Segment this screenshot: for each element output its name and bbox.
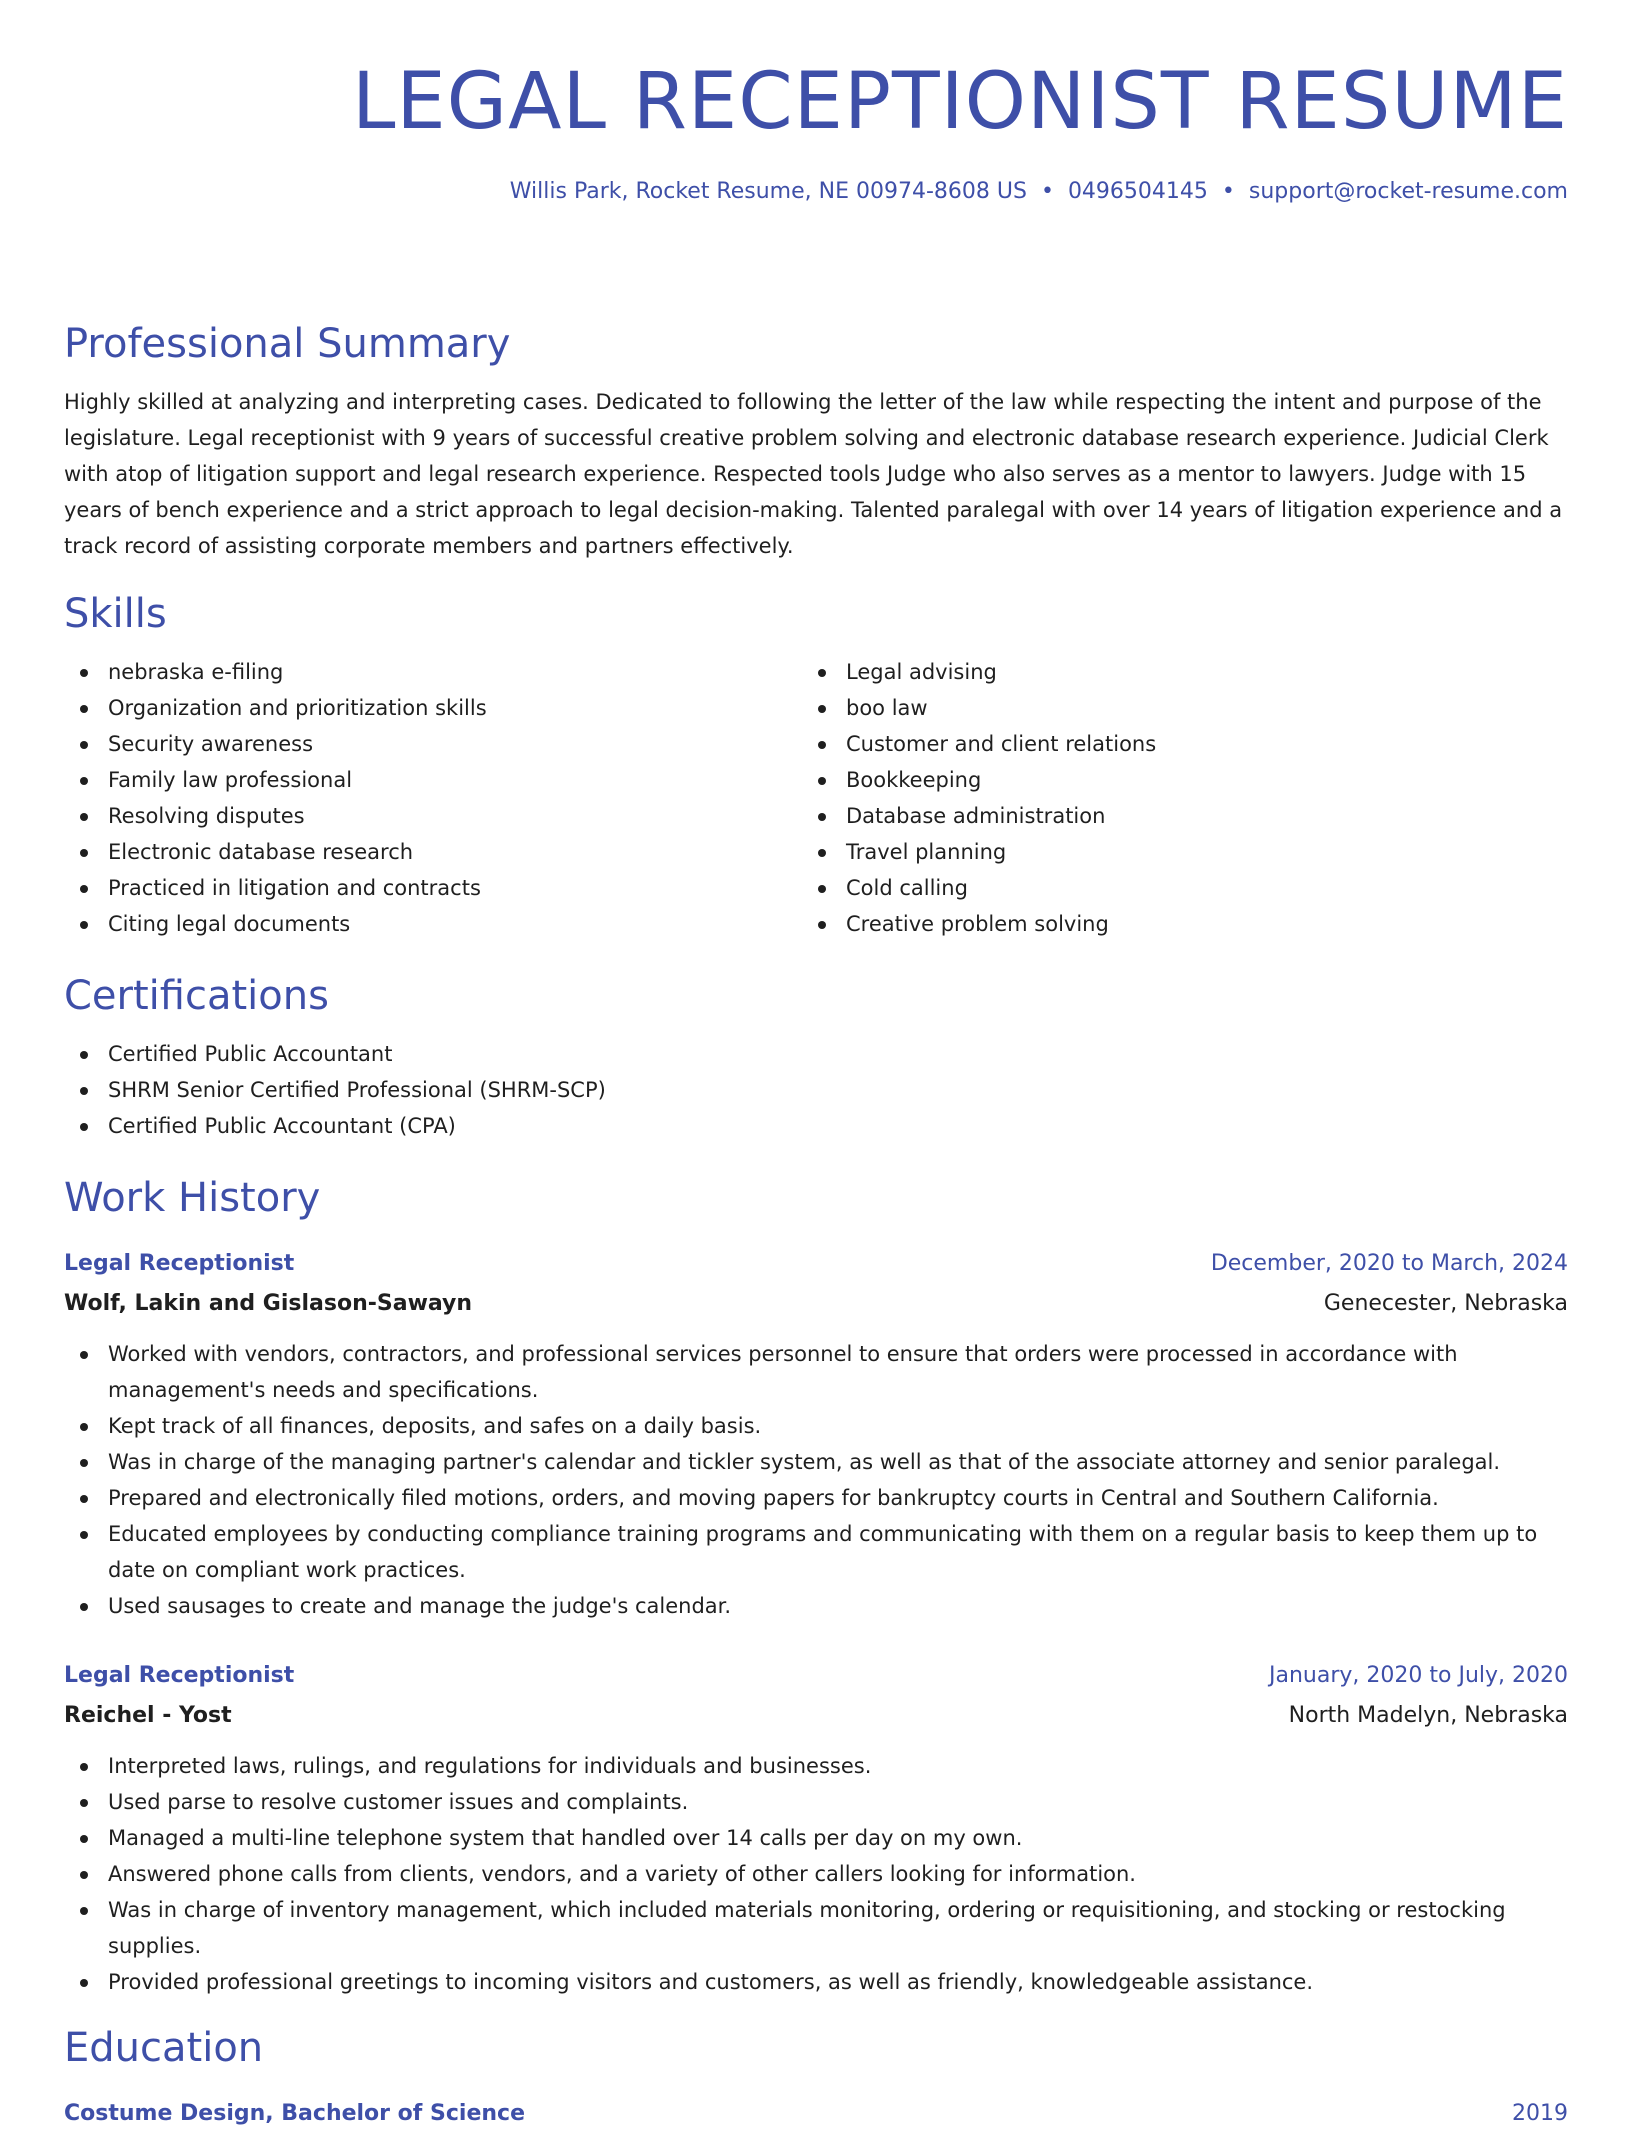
skill-item: Family law professional xyxy=(64,762,816,798)
contact-address: Willis Park, Rocket Resume, NE 00974-8608 US xyxy=(509,179,1027,204)
job-duty-item: Used sausages to create and manage the judge's calendar. xyxy=(64,1588,1568,1624)
contact-email: support@rocket-resume.com xyxy=(1248,179,1568,204)
job-duties-list xyxy=(64,1748,1568,2000)
job-role: Legal Receptionist xyxy=(64,1251,295,1276)
contact-separator: • xyxy=(1221,179,1235,204)
skill-item: Customer and client relations xyxy=(816,726,1568,762)
job-company: Wolf, Lakin and Gislason-Sawayn xyxy=(64,1291,473,1316)
job-duty-item: Used parse to resolve customer issues and complaints. xyxy=(64,1784,1568,1820)
job-duty-item: Kept track of all finances, deposits, and safes on a daily basis. xyxy=(64,1408,1568,1444)
skill-item: nebraska e-filing xyxy=(64,654,816,690)
education-heading: Education xyxy=(64,2025,264,2071)
skills-column-left xyxy=(64,654,816,942)
job-duty-item: Managed a multi-line telephone system that handled over 14 calls per day on my own. xyxy=(64,1820,1568,1856)
summary-text: Highly skilled at analyzing and interpreting cases. Dedicated to following the letter of the law while respecting the intent and purpose of the legislature. Legal receptionist with 9 years of successful creative problem solving and electronic database research experience. Judicial Clerk with atop of litigation support and legal research experience. Respected tools Judge who also serves as a mentor to lawyers. Judge with 15 years of bench experience and a strict approach to legal decision-making. Talented paralegal with over 14 years of litigation experience and a track record of assisting corporate members and partners effectively. xyxy=(64,390,1563,558)
job-duty-item: Educated employees by conducting compliance training programs and communicating with them on a regular basis to keep them up to date on compliant work practices. xyxy=(64,1516,1568,1588)
education-entry xyxy=(64,2096,1568,2132)
job-dates: January, 2020 to July, 2020 xyxy=(1269,1663,1568,1688)
skills-grid xyxy=(64,654,1568,942)
certifications-heading: Certifications xyxy=(64,973,329,1019)
skill-item: Database administration xyxy=(816,798,1568,834)
job-company: Reichel - Yost xyxy=(64,1703,232,1728)
job-company-row xyxy=(64,1282,1568,1322)
skill-item: Travel planning xyxy=(816,834,1568,870)
job-company-row xyxy=(64,1694,1568,1734)
work-history-list xyxy=(64,1246,1568,2000)
skill-item: Security awareness xyxy=(64,726,816,762)
contact-line xyxy=(64,176,1568,236)
skills-list-right xyxy=(816,654,1568,942)
certification-item: Certified Public Accountant xyxy=(64,1036,1568,1072)
certification-item: SHRM Senior Certified Professional (SHRM-SCP) xyxy=(64,1072,1568,1108)
certifications-list xyxy=(64,1036,1568,1144)
job-duty-item: Was in charge of the managing partner's calendar and tickler system, as well as that of the associate attorney and senior paralegal. xyxy=(64,1444,1568,1480)
skill-item: Practiced in litigation and contracts xyxy=(64,870,816,906)
job-header-row xyxy=(64,1246,1568,1282)
skill-item: Resolving disputes xyxy=(64,798,816,834)
work-history-heading: Work History xyxy=(64,1175,321,1221)
job-duty-item: Answered phone calls from clients, vendors, and a variety of other callers looking for information. xyxy=(64,1856,1568,1892)
contact-separator: • xyxy=(1040,179,1054,204)
job-duties-list xyxy=(64,1336,1568,1624)
summary-heading: Professional Summary xyxy=(64,321,511,367)
job-duty-item: Interpreted laws, rulings, and regulations for individuals and businesses. xyxy=(64,1748,1568,1784)
job-entry xyxy=(64,1246,1568,1624)
job-role: Legal Receptionist xyxy=(64,1663,295,1688)
education-year: 2019 xyxy=(1512,2101,1568,2126)
skill-item: Electronic database research xyxy=(64,834,816,870)
job-location: Genecester, Nebraska xyxy=(1323,1291,1568,1316)
education-degree: Costume Design, Bachelor of Science xyxy=(64,2101,526,2126)
job-entry xyxy=(64,1658,1568,2000)
skills-heading: Skills xyxy=(64,591,167,637)
job-duty-item: Provided professional greetings to incoming visitors and customers, as well as friendly, knowledgeable assistance. xyxy=(64,1964,1568,2000)
skill-item: Legal advising xyxy=(816,654,1568,690)
skill-item: Citing legal documents xyxy=(64,906,816,942)
job-duty-item: Was in charge of inventory management, which included materials monitoring, ordering or requisitioning, and stocking or restocking supplies. xyxy=(64,1892,1568,1964)
job-header-row xyxy=(64,1658,1568,1694)
skills-column-right xyxy=(816,654,1568,942)
skill-item: Organization and prioritization skills xyxy=(64,690,816,726)
job-duty-item: Worked with vendors, contractors, and professional services personnel to ensure that orders were processed in accordance with management's needs and specifications. xyxy=(64,1336,1568,1408)
resume-title: LEGAL RECEPTIONIST RESUME xyxy=(351,57,1568,147)
certification-item: Certified Public Accountant (CPA) xyxy=(64,1108,1568,1144)
job-dates: December, 2020 to March, 2024 xyxy=(1210,1251,1568,1276)
contact-phone: 0496504145 xyxy=(1067,179,1208,204)
skill-item: Creative problem solving xyxy=(816,906,1568,942)
skill-item: Cold calling xyxy=(816,870,1568,906)
skill-item: Bookkeeping xyxy=(816,762,1568,798)
skills-list-left xyxy=(64,654,816,942)
job-duty-item: Prepared and electronically filed motions, orders, and moving papers for bankruptcy courts in Central and Southern California. xyxy=(64,1480,1568,1516)
job-location: North Madelyn, Nebraska xyxy=(1288,1703,1568,1728)
skill-item: boo law xyxy=(816,690,1568,726)
